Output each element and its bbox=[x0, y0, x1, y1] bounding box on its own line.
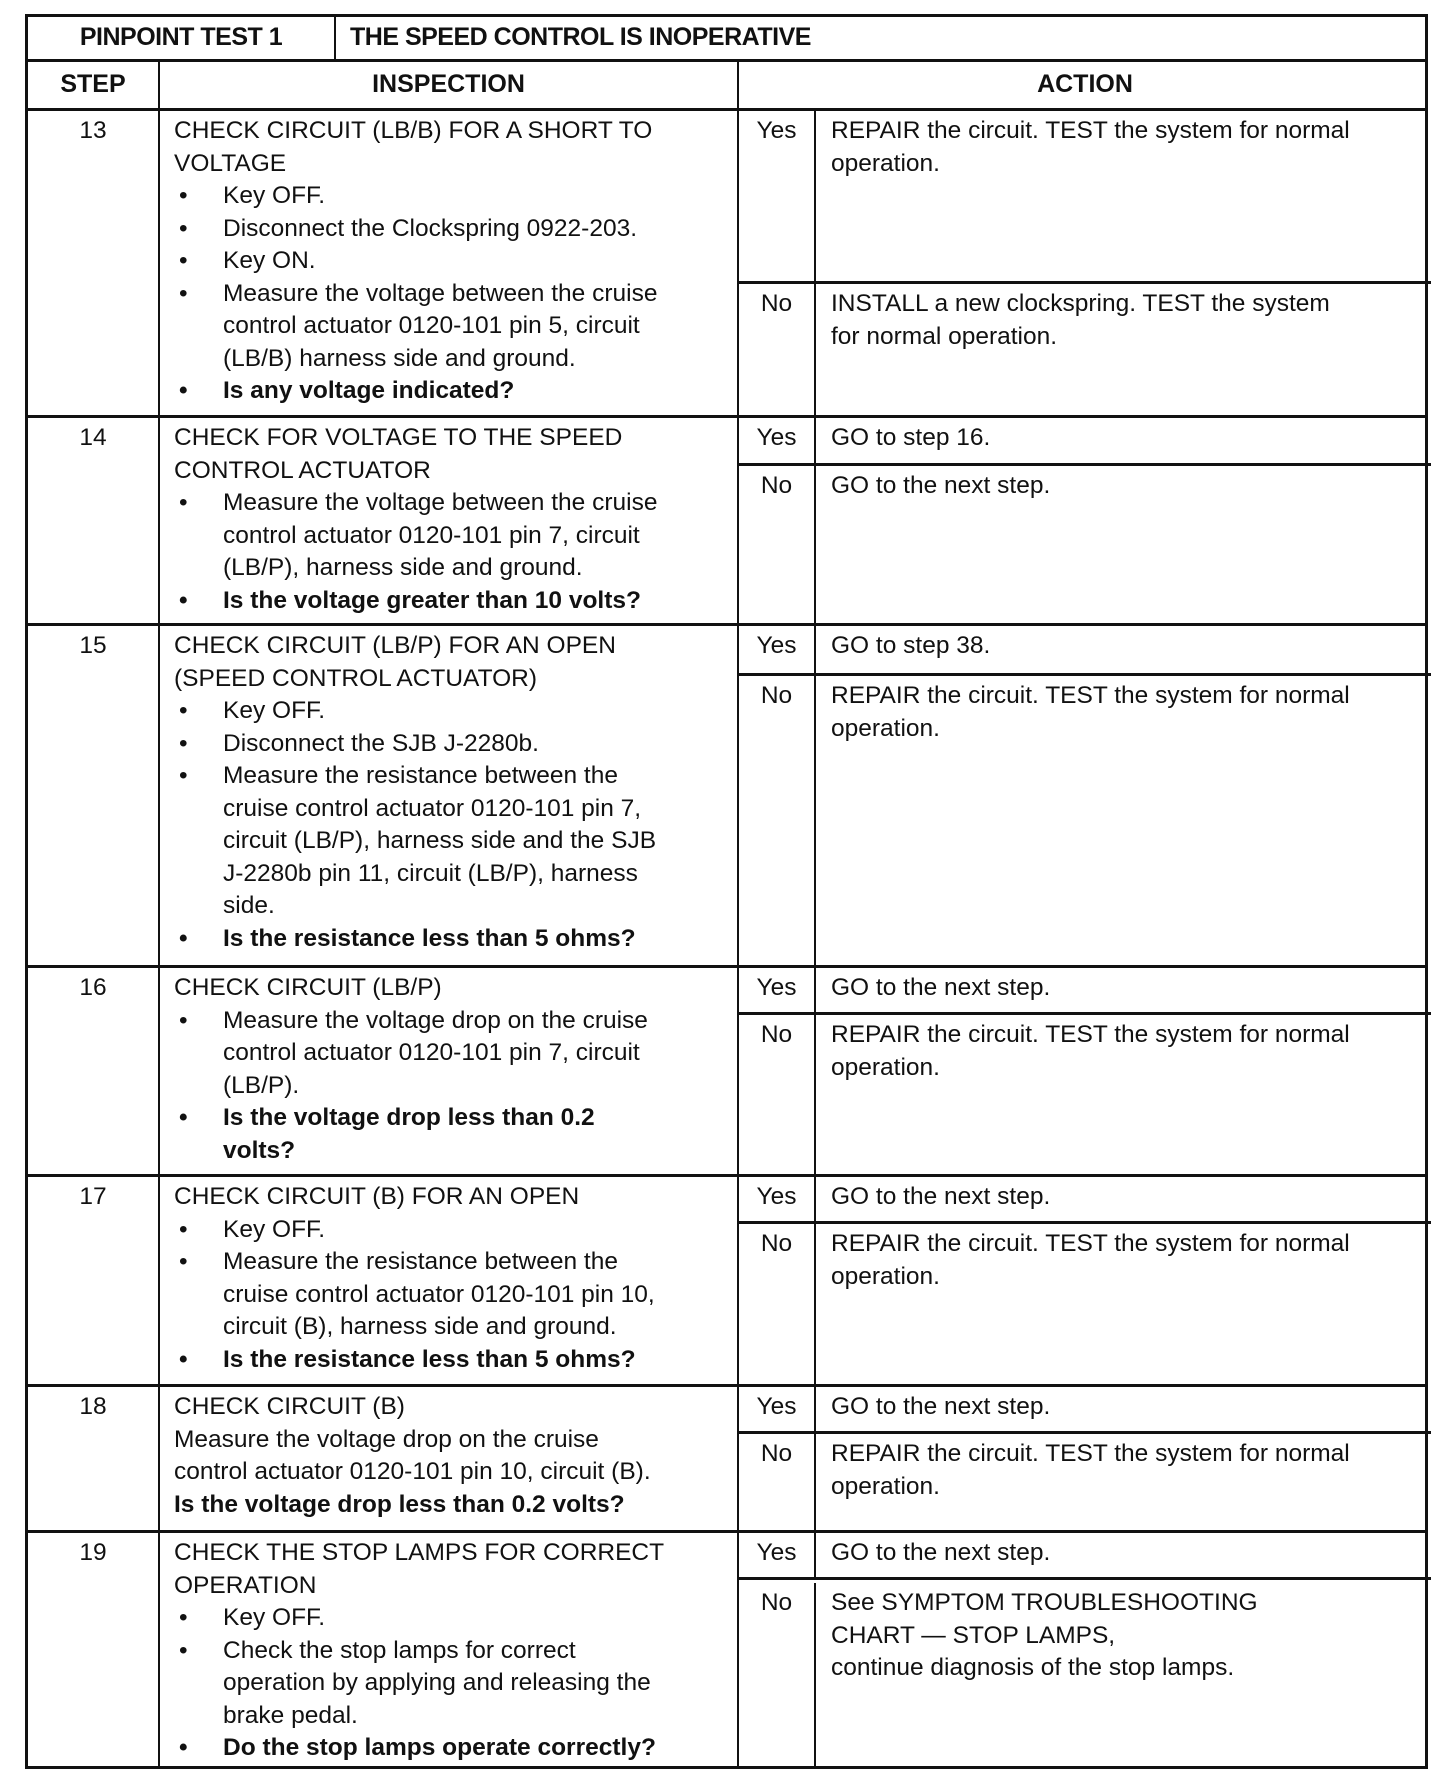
inspection-title-line: (SPEED CONTROL ACTUATOR) bbox=[174, 664, 538, 692]
action-cell bbox=[739, 968, 1431, 1174]
inspection-question bbox=[174, 585, 737, 618]
inspection-line: Is the resistance less than 5 ohms? bbox=[223, 924, 636, 952]
inspection-line: Is the voltage drop less than 0.2 bbox=[223, 1104, 595, 1131]
inspection-cell bbox=[160, 626, 739, 965]
yes-action-text bbox=[831, 630, 990, 663]
no-branch bbox=[739, 676, 1431, 965]
no-action-text bbox=[831, 1019, 1350, 1084]
action-line: GO to step 38. bbox=[831, 632, 991, 659]
inspection-question bbox=[174, 923, 737, 956]
inspection-question bbox=[174, 1344, 737, 1377]
no-branch bbox=[739, 1015, 1431, 1174]
inspection-line: J-2280b pin 11, circuit (LB/P), harness bbox=[223, 859, 638, 887]
yes-branch bbox=[739, 1387, 1431, 1434]
inspection-step bbox=[174, 695, 737, 728]
action-line: operation. bbox=[831, 1472, 940, 1500]
action-line: GO to the next step. bbox=[831, 472, 1051, 499]
table-header-row bbox=[28, 62, 1425, 111]
inspection-question bbox=[174, 375, 737, 408]
bullet-icon: • bbox=[179, 1604, 188, 1631]
inspection-title-line: CHECK CIRCUIT (LB/B) FOR A SHORT TO bbox=[174, 117, 653, 144]
inspection-line: Disconnect the Clockspring 0922-203. bbox=[223, 214, 638, 242]
action-cell bbox=[739, 111, 1431, 415]
inspection-question bbox=[174, 1489, 737, 1522]
table-row bbox=[28, 1533, 1425, 1769]
inspection-title-line: CHECK CIRCUIT (LB/P) FOR AN OPEN bbox=[174, 632, 616, 659]
inspection-title-line: CHECK CIRCUIT (LB/P) bbox=[174, 974, 442, 1001]
inspection-line: cruise control actuator 0120-101 pin 7, bbox=[223, 794, 642, 822]
bullet-icon: • bbox=[179, 489, 188, 516]
action-cell bbox=[739, 418, 1431, 623]
table-title-row bbox=[28, 17, 1425, 62]
inspection-line: Do the stop lamps operate correctly? bbox=[223, 1734, 656, 1761]
inspection-step bbox=[174, 728, 737, 761]
inspection-step bbox=[174, 1424, 737, 1489]
bullet-icon: • bbox=[179, 697, 188, 724]
inspection-line: Measure the resistance between the bbox=[223, 762, 618, 789]
inspection-title-line: OPERATION bbox=[174, 1571, 317, 1599]
step-number: 18 bbox=[28, 1387, 160, 1530]
header-action: ACTION bbox=[1037, 70, 1133, 98]
no-branch bbox=[739, 1583, 1431, 1769]
yes-action-text bbox=[831, 1391, 1050, 1424]
no-label: No bbox=[739, 1434, 816, 1530]
action-line: REPAIR the circuit. TEST the system for normal bbox=[831, 1440, 1350, 1467]
no-branch bbox=[739, 284, 1431, 415]
inspection-line: (LB/P). bbox=[223, 1071, 300, 1099]
action-cell bbox=[739, 1533, 1431, 1769]
inspection-line: Measure the voltage between the cruise bbox=[223, 279, 658, 307]
inspection-step bbox=[174, 1635, 737, 1733]
inspection-line: Measure the voltage drop on the cruise bbox=[223, 1006, 648, 1034]
no-action-text bbox=[831, 1587, 1258, 1685]
header-step: STEP bbox=[28, 62, 160, 108]
yes-action-text bbox=[831, 1181, 1050, 1214]
bullet-icon: • bbox=[179, 729, 188, 757]
table-row bbox=[28, 1387, 1425, 1533]
yes-branch bbox=[739, 1533, 1431, 1580]
action-line: REPAIR the circuit. TEST the system for normal bbox=[831, 1230, 1350, 1257]
inspection-step bbox=[174, 1005, 737, 1103]
bullet-icon: • bbox=[179, 1345, 188, 1373]
step-number: 19 bbox=[28, 1533, 160, 1769]
bullet-icon: • bbox=[179, 1215, 188, 1243]
inspection-line: Is the resistance less than 5 ohms? bbox=[223, 1345, 636, 1373]
pinpoint-test-table bbox=[25, 14, 1428, 1769]
inspection-line: Measure the resistance between the bbox=[223, 1248, 618, 1275]
inspection-line: circuit (LB/P), harness side and the SJB bbox=[223, 827, 657, 854]
inspection-line: side. bbox=[223, 892, 275, 919]
inspection-line: control actuator 0120-101 pin 7, circuit bbox=[223, 1039, 640, 1066]
inspection-question bbox=[174, 1732, 737, 1765]
no-label: No bbox=[739, 1224, 816, 1384]
inspection-line: Measure the voltage drop on the cruise bbox=[174, 1425, 599, 1453]
inspection-line: Disconnect the SJB J-2280b. bbox=[223, 729, 539, 757]
inspection-title-line: CHECK CIRCUIT (B) FOR AN OPEN bbox=[174, 1183, 580, 1210]
action-line: REPAIR the circuit. TEST the system for normal bbox=[831, 1021, 1350, 1048]
bullet-icon: • bbox=[179, 247, 188, 274]
inspection-line: Key OFF. bbox=[223, 1604, 326, 1631]
no-branch bbox=[739, 466, 1431, 623]
bullet-icon: • bbox=[179, 1006, 188, 1034]
inspection-title-line: VOLTAGE bbox=[174, 149, 287, 177]
yes-action-text bbox=[831, 422, 990, 455]
bullet-icon: • bbox=[179, 1104, 188, 1131]
inspection-cell bbox=[160, 968, 739, 1174]
no-branch bbox=[739, 1224, 1431, 1384]
inspection-step bbox=[174, 245, 737, 278]
yes-action-text bbox=[831, 1537, 1050, 1570]
action-line: REPAIR the circuit. TEST the system for normal bbox=[831, 117, 1350, 144]
table-row bbox=[28, 1177, 1425, 1387]
inspection-line: control actuator 0120-101 pin 10, circuit (B). bbox=[174, 1458, 651, 1485]
yes-label: Yes bbox=[739, 626, 816, 673]
bullet-icon: • bbox=[179, 214, 188, 242]
table-row bbox=[28, 111, 1425, 418]
step-number: 16 bbox=[28, 968, 160, 1174]
action-line: GO to the next step. bbox=[831, 1539, 1051, 1566]
bullet-icon: • bbox=[179, 924, 188, 952]
yes-branch bbox=[739, 111, 1431, 284]
inspection-line: control actuator 0120-101 pin 7, circuit bbox=[223, 521, 640, 549]
action-line: for normal operation. bbox=[831, 322, 1058, 350]
inspection-line: operation by applying and releasing the bbox=[223, 1669, 651, 1696]
inspection-title-line: CHECK CIRCUIT (B) bbox=[174, 1393, 405, 1420]
inspection-cell bbox=[160, 111, 739, 415]
action-line: GO to the next step. bbox=[831, 974, 1051, 1001]
inspection-line: cruise control actuator 0120-101 pin 10, bbox=[223, 1280, 655, 1308]
inspection-title-line: CHECK FOR VOLTAGE TO THE SPEED bbox=[174, 424, 623, 451]
inspection-line: control actuator 0120-101 pin 5, circuit bbox=[223, 312, 640, 339]
inspection-line: volts? bbox=[223, 1136, 296, 1164]
action-line: See SYMPTOM TROUBLESHOOTING bbox=[831, 1589, 1258, 1616]
no-action-text bbox=[831, 1228, 1350, 1293]
action-cell bbox=[739, 626, 1431, 965]
inspection-step bbox=[174, 1214, 737, 1247]
bullet-icon: • bbox=[179, 1636, 188, 1664]
inspection-line: circuit (B), harness side and ground. bbox=[223, 1313, 617, 1340]
table-row bbox=[28, 418, 1425, 626]
inspection-step bbox=[174, 487, 737, 585]
yes-action-text bbox=[831, 115, 1350, 180]
yes-branch bbox=[739, 418, 1431, 466]
bullet-icon: • bbox=[179, 1248, 188, 1275]
inspection-step bbox=[174, 1246, 737, 1344]
action-line: operation. bbox=[831, 1053, 940, 1081]
inspection-title-line: CONTROL ACTUATOR bbox=[174, 456, 431, 484]
bullet-icon: • bbox=[179, 182, 188, 209]
action-line: INSTALL a new clockspring. TEST the system bbox=[831, 290, 1330, 317]
bullet-icon: • bbox=[179, 377, 188, 404]
action-line: continue diagnosis of the stop lamps. bbox=[831, 1654, 1235, 1681]
inspection-title-line: CHECK THE STOP LAMPS FOR CORRECT bbox=[174, 1539, 665, 1566]
yes-label: Yes bbox=[739, 1387, 816, 1431]
inspection-line: Key OFF. bbox=[223, 697, 326, 724]
inspection-step bbox=[174, 1602, 737, 1635]
action-line: GO to step 16. bbox=[831, 424, 991, 451]
header-inspection: INSPECTION bbox=[160, 62, 739, 108]
test-label: PINPOINT TEST 1 bbox=[28, 17, 336, 59]
no-action-text bbox=[831, 680, 1350, 745]
inspection-line: brake pedal. bbox=[223, 1701, 358, 1729]
action-line: GO to the next step. bbox=[831, 1393, 1051, 1420]
action-line: operation. bbox=[831, 149, 940, 177]
yes-branch bbox=[739, 1177, 1431, 1224]
yes-label: Yes bbox=[739, 111, 816, 281]
inspection-question bbox=[174, 1102, 737, 1167]
inspection-step bbox=[174, 278, 737, 376]
inspection-cell bbox=[160, 1533, 739, 1769]
inspection-line: Is any voltage indicated? bbox=[223, 377, 515, 404]
action-line: REPAIR the circuit. TEST the system for normal bbox=[831, 682, 1350, 709]
bullet-icon: • bbox=[179, 762, 188, 789]
action-line: GO to the next step. bbox=[831, 1183, 1051, 1210]
inspection-cell bbox=[160, 418, 739, 623]
inspection-line: Is the voltage drop less than 0.2 volts? bbox=[174, 1490, 625, 1518]
action-line: CHART — STOP LAMPS, bbox=[831, 1621, 1116, 1649]
no-label: No bbox=[739, 284, 816, 415]
bullet-icon: • bbox=[179, 1734, 188, 1761]
no-action-text bbox=[831, 288, 1330, 353]
yes-label: Yes bbox=[739, 1177, 816, 1221]
inspection-line: Key OFF. bbox=[223, 182, 326, 209]
no-label: No bbox=[739, 1583, 816, 1769]
inspection-cell bbox=[160, 1387, 739, 1530]
test-name: THE SPEED CONTROL IS INOPERATIVE bbox=[350, 23, 811, 51]
action-cell bbox=[739, 1387, 1431, 1530]
inspection-line: Check the stop lamps for correct bbox=[223, 1636, 576, 1664]
inspection-line: (LB/P), harness side and ground. bbox=[223, 554, 583, 581]
inspection-step bbox=[174, 760, 737, 923]
action-cell bbox=[739, 1177, 1431, 1384]
no-action-text bbox=[831, 1438, 1350, 1503]
yes-action-text bbox=[831, 972, 1050, 1005]
action-line: operation. bbox=[831, 714, 940, 742]
inspection-line: Measure the voltage between the cruise bbox=[223, 489, 658, 516]
yes-branch bbox=[739, 968, 1431, 1015]
yes-branch bbox=[739, 626, 1431, 676]
inspection-line: Key OFF. bbox=[223, 1215, 326, 1243]
yes-label: Yes bbox=[739, 968, 816, 1012]
no-label: No bbox=[739, 466, 816, 623]
yes-label: Yes bbox=[739, 1533, 816, 1577]
no-branch bbox=[739, 1434, 1431, 1530]
inspection-line: Key ON. bbox=[223, 247, 316, 274]
no-label: No bbox=[739, 1015, 816, 1174]
bullet-icon: • bbox=[179, 586, 188, 614]
inspection-line: Is the voltage greater than 10 volts? bbox=[223, 586, 641, 614]
table-row bbox=[28, 626, 1425, 968]
inspection-cell bbox=[160, 1177, 739, 1384]
action-line: operation. bbox=[831, 1262, 940, 1290]
step-number: 14 bbox=[28, 418, 160, 623]
inspection-step bbox=[174, 180, 737, 213]
inspection-line: (LB/B) harness side and ground. bbox=[223, 344, 576, 372]
step-number: 17 bbox=[28, 1177, 160, 1384]
step-number: 13 bbox=[28, 111, 160, 415]
table-row bbox=[28, 968, 1425, 1177]
yes-label: Yes bbox=[739, 418, 816, 463]
inspection-step bbox=[174, 213, 737, 246]
no-label: No bbox=[739, 676, 816, 965]
no-action-text bbox=[831, 470, 1050, 503]
bullet-icon: • bbox=[179, 279, 188, 307]
step-number: 15 bbox=[28, 626, 160, 965]
